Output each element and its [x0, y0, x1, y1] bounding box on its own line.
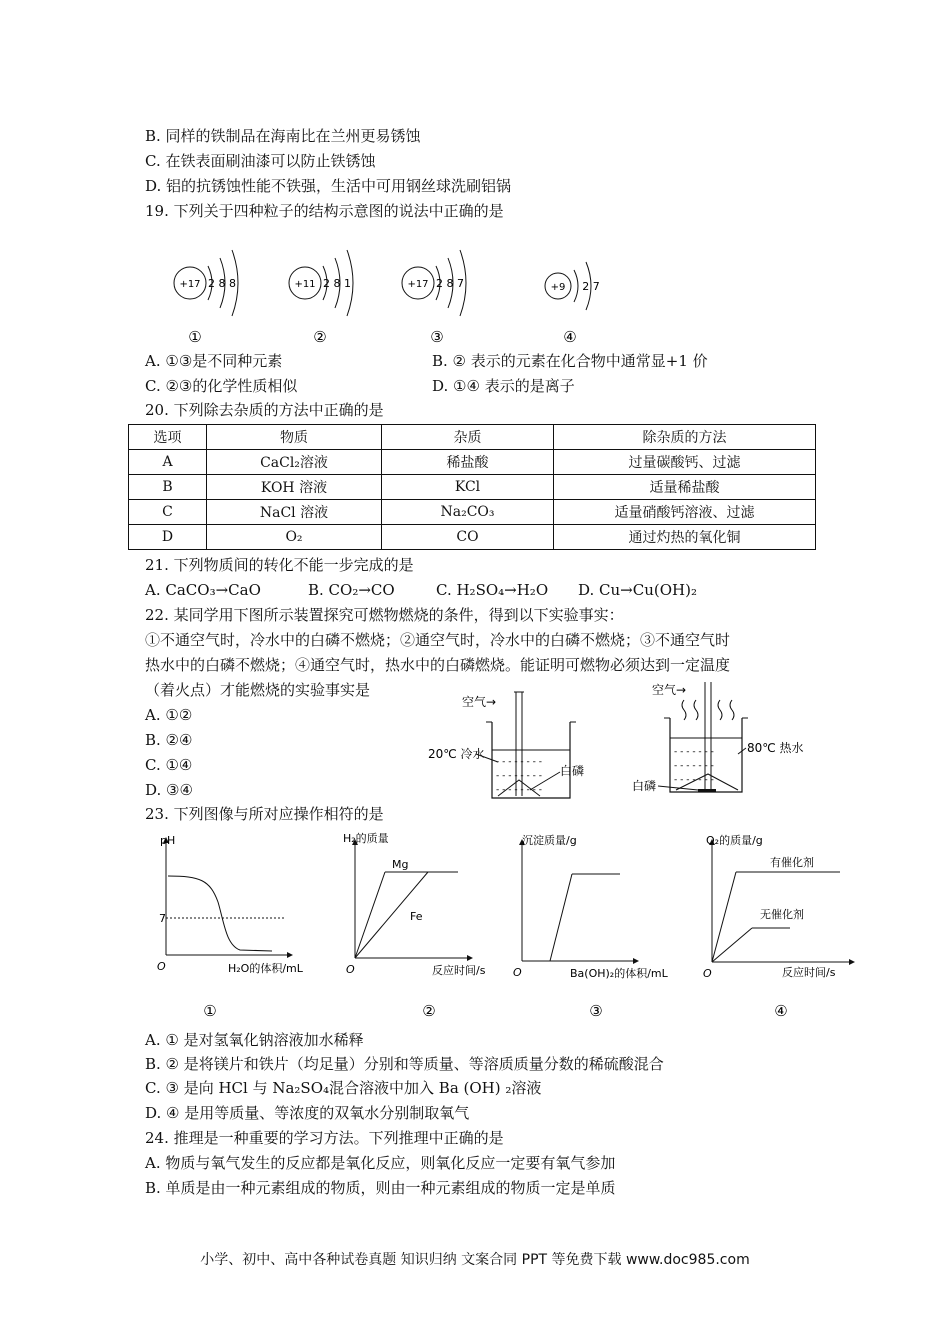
atom-diagram-2: [289, 250, 353, 346]
q23-option-c: C. ③ 是向 HCl 与 Na₂SO₄混合溶液中加入 Ba (OH) ₂溶液: [145, 1079, 542, 1097]
svg-text:反应时间/s: 反应时间/s: [782, 966, 836, 979]
table-header-cell: 除杂质的方法: [554, 425, 816, 450]
q22-option-d: D. ③④: [145, 781, 193, 799]
q20-table: [128, 424, 816, 550]
table-cell: O₂: [207, 525, 382, 550]
table-row: [129, 500, 816, 525]
svg-text:②: ②: [422, 1002, 436, 1020]
svg-text:白磷: 白磷: [632, 779, 657, 793]
svg-text:2 8 1: 2 8 1: [323, 277, 351, 290]
graph-1-ph-vs-water: [157, 834, 304, 1020]
svg-text:O: O: [157, 960, 166, 973]
q23-option-d: D. ④ 是用等质量、等浓度的双氧水分别制取氧气: [145, 1104, 470, 1122]
q23-graphs: [140, 830, 860, 1028]
svg-text:O: O: [346, 963, 355, 976]
table-cell: KOH 溶液: [207, 475, 382, 500]
q22-option-b: B. ②④: [145, 731, 193, 749]
q22-option-c: C. ①④: [145, 756, 193, 774]
table-cell: 适量稀盐酸: [554, 475, 816, 500]
table-header-cell: 选项: [129, 425, 207, 450]
q22-facts-line1: ①不通空气时，冷水中的白磷不燃烧；②通空气时，冷水中的白磷不燃烧；③不通空气时: [145, 631, 731, 649]
table-cell: D: [129, 525, 207, 550]
table-cell: 稀盐酸: [382, 450, 554, 475]
table-cell: B: [129, 475, 207, 500]
q21-option-c: C. H₂SO₄→H₂O: [436, 581, 549, 599]
q22-facts-line3: （着火点）才能燃烧的实验事实是: [145, 681, 371, 699]
q23-option-b: B. ② 是将镁片和铁片（均足量）分别和等质量、等溶质质量分数的稀硫酸混合: [145, 1055, 664, 1073]
q23-stem: 23. 下列图像与所对应操作相符的是: [145, 805, 384, 823]
svg-text:O: O: [513, 966, 522, 979]
q21-option-a: A. CaCO₃→CaO: [145, 581, 261, 599]
svg-text:反应时间/s: 反应时间/s: [432, 964, 486, 977]
q24-option-a: A. 物质与氧气发生的反应都是氧化反应，则氧化反应一定要有氧气参加: [145, 1154, 616, 1172]
table-cell: KCl: [382, 475, 554, 500]
svg-text:- - - - - - -: - - - - - - -: [674, 775, 714, 785]
svg-text:pH: pH: [160, 834, 176, 847]
q19-option-c: C. ②③的化学性质相似: [145, 377, 298, 395]
svg-text:白磷: 白磷: [560, 764, 585, 778]
cold-water-beaker: [428, 692, 584, 798]
q18-option-b: B. 同样的铁制品在海南比在兰州更易锈蚀: [145, 127, 421, 145]
svg-text:2 7: 2 7: [582, 280, 600, 293]
q19-option-b: B. ② 表示的元素在化合物中通常显+1 价: [432, 352, 708, 370]
svg-text:20℃ 冷水: 20℃ 冷水: [428, 747, 485, 761]
svg-text:①: ①: [188, 328, 202, 346]
q19-option-a: A. ①③是不同种元素: [145, 352, 283, 370]
table-cell: Na₂CO₃: [382, 500, 554, 525]
svg-text:①: ①: [203, 1002, 217, 1020]
svg-text:Mg: Mg: [392, 858, 409, 871]
q22-apparatus-figure: [420, 680, 820, 805]
graph-2-h2-mass: [343, 831, 486, 1020]
table-row: [129, 525, 816, 550]
svg-text:+17: +17: [407, 279, 429, 290]
table-cell: CO: [382, 525, 554, 550]
table-cell: 适量硝酸钙溶液、过滤: [554, 500, 816, 525]
q19-option-d: D. ①④ 表示的是离子: [432, 377, 575, 395]
table-row: [129, 475, 816, 500]
table-header-row: [129, 425, 816, 450]
table-header-cell: 物质: [207, 425, 382, 450]
hot-water-beaker: [632, 682, 804, 793]
svg-text:无催化剂: 无催化剂: [760, 908, 804, 921]
q22-option-a: A. ①②: [145, 706, 193, 724]
q21-option-b: B. CO₂→CO: [308, 581, 395, 599]
q24-stem: 24. 推理是一种重要的学习方法。下列推理中正确的是: [145, 1129, 504, 1147]
svg-text:H₂O的体积/mL: H₂O的体积/mL: [228, 962, 303, 975]
atom-diagram-3: [402, 250, 466, 346]
q18-option-c: C. 在铁表面刷油漆可以防止铁锈蚀: [145, 152, 376, 170]
atom-diagram-4: [545, 262, 600, 346]
table-cell: NaCl 溶液: [207, 500, 382, 525]
svg-text:Fe: Fe: [410, 910, 423, 923]
svg-text:③: ③: [589, 1002, 603, 1020]
svg-text:+17: +17: [179, 279, 201, 290]
q20-stem: 20. 下列除去杂质的方法中正确的是: [145, 401, 384, 419]
svg-text:沉淀质量/g: 沉淀质量/g: [522, 834, 577, 847]
svg-text:2 8 8: 2 8 8: [208, 277, 236, 290]
svg-text:- - - - - - - -: - - - - - - - -: [496, 785, 543, 795]
table-cell: CaCl₂溶液: [207, 450, 382, 475]
svg-text:- - - - - - - -: - - - - - - - -: [496, 771, 543, 781]
table-row: [129, 450, 816, 475]
q19-atom-diagrams: [150, 238, 620, 350]
q24-option-b: B. 单质是由一种元素组成的物质，则由一种元素组成的物质一定是单质: [145, 1179, 616, 1197]
svg-text:+9: +9: [550, 282, 566, 293]
atom-diagram-1: [174, 250, 238, 346]
page-footer: 小学、初中、高中各种试卷真题 知识归纳 文案合同 PPT 等免费下载 www.doc985.com: [200, 1252, 750, 1268]
q22-facts-line2: 热水中的白磷不燃烧；④通空气时，热水中的白磷燃烧。能证明可燃物必须达到一定温度: [145, 656, 731, 674]
svg-text:O₂的质量/g: O₂的质量/g: [706, 834, 763, 847]
svg-text:O: O: [703, 967, 712, 980]
svg-text:③: ③: [430, 328, 444, 346]
table-header-cell: 杂质: [382, 425, 554, 450]
svg-text:②: ②: [313, 328, 327, 346]
svg-text:- - - - - - -: - - - - - - -: [674, 747, 714, 757]
q23-option-a: A. ① 是对氢氧化钠溶液加水稀释: [145, 1031, 364, 1049]
table-cell: A: [129, 450, 207, 475]
graph-4-o2-mass: [703, 833, 852, 1020]
q22-stem: 22. 某同学用下图所示装置探究可燃物燃烧的条件，得到以下实验事实：: [145, 606, 624, 624]
svg-text:7: 7: [159, 912, 166, 925]
q21-option-d: D. Cu→Cu(OH)₂: [578, 581, 697, 599]
q18-option-d: D. 铝的抗锈蚀性能不铁强，生活中可用钢丝球洗刷铝锅: [145, 177, 512, 195]
svg-text:空气→: 空气→: [462, 695, 497, 709]
svg-text:- - - - - - -: - - - - - - -: [674, 761, 714, 771]
svg-text:80℃ 热水: 80℃ 热水: [747, 741, 804, 755]
graph-3-precipitate-mass: [513, 833, 669, 1020]
svg-text:④: ④: [563, 328, 577, 346]
svg-text:④: ④: [774, 1002, 788, 1020]
svg-text:空气→: 空气→: [652, 683, 687, 697]
svg-text:- - - - - - - -: - - - - - - - -: [496, 757, 543, 767]
svg-text:Ba(OH)₂的体积/mL: Ba(OH)₂的体积/mL: [570, 967, 668, 980]
q21-stem: 21. 下列物质间的转化不能一步完成的是: [145, 556, 414, 574]
svg-text:2 8 7: 2 8 7: [436, 277, 464, 290]
table-cell: C: [129, 500, 207, 525]
table-cell: 过量碳酸钙、过滤: [554, 450, 816, 475]
table-cell: 通过灼热的氧化铜: [554, 525, 816, 550]
svg-text:H₂的质量: H₂的质量: [343, 832, 389, 845]
svg-text:+11: +11: [294, 279, 316, 290]
q19-stem: 19. 下列关于四种粒子的结构示意图的说法中正确的是: [145, 202, 504, 220]
svg-text:有催化剂: 有催化剂: [770, 856, 814, 869]
